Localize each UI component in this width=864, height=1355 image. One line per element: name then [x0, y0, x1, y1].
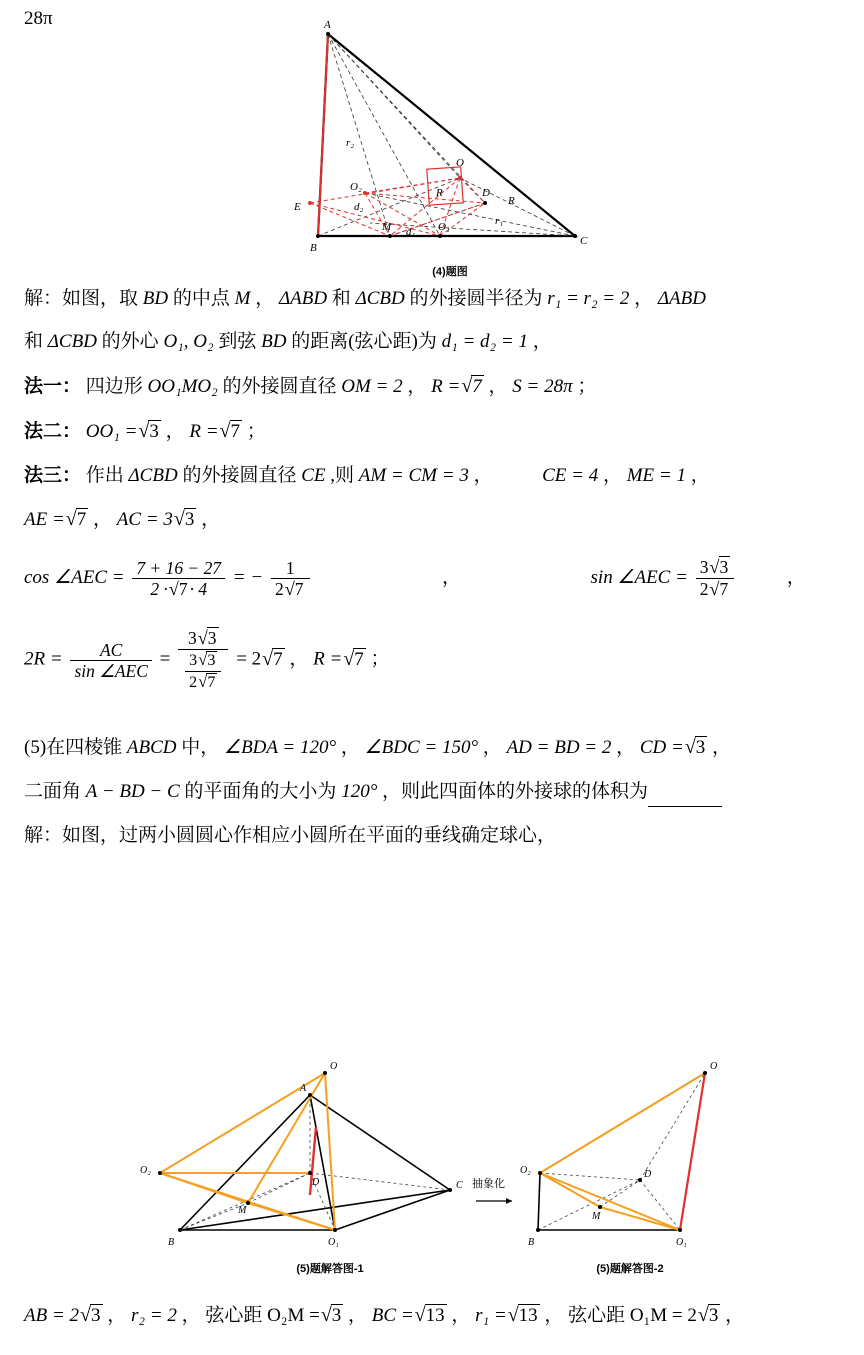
last-d1-label: 弦心距 O₁M = 2 — [568, 1305, 697, 1326]
p5-c3: ， — [616, 737, 636, 759]
sol-l1-eq: r₁ = r₂ = 2 — [547, 288, 630, 309]
ae-ac-line: AE =√7 ， AC = 3√3 ， — [24, 508, 221, 531]
p5-c4: ， — [712, 737, 732, 759]
label-M: M — [382, 221, 392, 233]
p5-q1: 二面角 — [24, 781, 82, 803]
problem-5-line-2 — [24, 777, 850, 806]
r2-end: ； — [370, 648, 390, 670]
m1-quad: OO₁MO₂ — [147, 375, 218, 397]
p5-a3: AD = BD = 2 — [506, 737, 612, 759]
last-r2: r₂ = 2 — [131, 1305, 177, 1326]
sol-l2-tri: ΔCBD — [47, 331, 97, 353]
sol-l2-text: 的外心 — [101, 331, 159, 353]
method-1-label: 法一： — [24, 375, 82, 397]
m3-ce2: CE = 4 — [542, 464, 599, 486]
label-D: D — [482, 187, 490, 199]
sol-l2-end: ， — [532, 331, 552, 353]
figure-4-svg — [250, 18, 650, 258]
r2-fraction-1 — [70, 640, 151, 681]
m3-comma: ， — [473, 464, 493, 486]
cos-num: 7 + 16 − 27 — [132, 558, 225, 579]
label-O: O — [456, 157, 464, 169]
arrow-text: 抽象化 — [472, 1178, 505, 1190]
r2-inner-fraction: $\frac{3√3}{2√7}$ — [185, 650, 221, 692]
ac-val: 3 — [184, 509, 195, 531]
r2-r: R = — [313, 648, 343, 670]
r2-eq2: = 2 — [236, 648, 262, 670]
r2-val: 7 — [273, 648, 283, 670]
cos-den-b: 7 — [178, 578, 188, 599]
m3-text2: 的外接圆直径 — [182, 464, 297, 486]
label-d1: d₁ — [406, 226, 416, 238]
fig5l-label-A: A — [300, 1083, 307, 1094]
cos-fraction: $\frac{7 + 16 - 27}{2 \cdot√7 \cdot 4}$ — [132, 558, 225, 600]
cos-r-num: 1 — [271, 558, 310, 579]
solution-line-1 — [24, 284, 850, 313]
m3-text3: ,则 — [330, 464, 354, 486]
label-d2: d₂ — [354, 201, 364, 213]
ae-val: 7 — [76, 509, 87, 531]
sin-comma: ， — [786, 567, 806, 589]
fig5r-label-D: D — [644, 1169, 652, 1180]
fig5l-label-B: B — [168, 1237, 175, 1248]
fig5l-label-D: D — [312, 1177, 320, 1188]
p5-p1: (5)在四棱锥 — [24, 737, 123, 759]
fig5l-label-M: M — [238, 1205, 247, 1216]
r2-f2-den-den-b: 7 — [207, 673, 216, 691]
p5-p2: 中， — [181, 737, 220, 759]
sol-l2-centers: O₁, O₂ — [163, 331, 214, 353]
r2-f2-den-den-a: 2 — [189, 673, 198, 691]
p5-a1: ∠BDA = 120° — [224, 737, 337, 759]
sol-l1-end: ， — [634, 288, 654, 309]
p5-abcd: ABCD — [126, 737, 177, 759]
sin-num-b: 3 — [719, 557, 729, 578]
label-B: B — [310, 242, 317, 254]
last-c6: ， — [725, 1305, 745, 1326]
fig5l-label-C: C — [456, 1180, 463, 1191]
sol-l1-tri2: ΔCBD — [355, 288, 405, 309]
method-3-line — [24, 461, 850, 490]
p5-a2: ∠BDC = 150° — [364, 737, 479, 759]
fig5r-label-O2: O₂ — [520, 1165, 531, 1176]
m1-om: OM = 2 — [341, 375, 403, 397]
fig5r-label-O1: O₁ — [676, 1237, 687, 1248]
cos-sin-line — [24, 557, 850, 600]
cos-den-c: · 4 — [189, 578, 208, 599]
m1-s: S = 28π — [512, 375, 573, 397]
m1-text: 四边形 — [85, 375, 143, 397]
label-A: A — [324, 19, 331, 31]
fig5r-label-O: O — [710, 1061, 718, 1072]
r2-rval: 7 — [354, 648, 364, 670]
p5-a4-label: CD = — [639, 737, 684, 759]
m3-end: ， — [690, 464, 710, 486]
cos-eq: = − — [232, 567, 264, 589]
label-C: C — [580, 235, 588, 247]
p5-a4-val: 3 — [695, 737, 706, 759]
p5-q3: 120° — [341, 781, 378, 803]
figure-4-diagram — [250, 18, 650, 278]
sol-l1-tri1: ΔABD — [278, 288, 328, 309]
p5-abc: A − BD − C — [85, 781, 180, 803]
method-1-line: 法一： 四边形 OO₁MO₂ 的外接圆直径 OM = 2 ， R =√7 ， S = 28π ； — [24, 374, 597, 397]
ac-label: AC = 3 — [116, 509, 173, 531]
m3-comma2: ， — [602, 464, 622, 486]
sol-l1-bd: BD — [142, 288, 169, 309]
p5-q2: 的平面角的大小为 — [184, 781, 337, 803]
solution-body — [24, 284, 850, 864]
figure-5-diagrams — [120, 1055, 760, 1285]
m3-am: AM = CM = 3 — [358, 464, 469, 486]
m1-end: ； — [577, 375, 597, 397]
last-c4: ， — [451, 1305, 471, 1326]
p5-c1: ， — [340, 737, 360, 759]
problem-5-solution-line — [24, 821, 850, 850]
m2-comma: ， — [165, 420, 185, 442]
last-d2-label: 弦心距 O₂M = — [205, 1305, 320, 1326]
m2-rval: 7 — [230, 420, 240, 442]
figure-5-arrow — [472, 1176, 512, 1204]
sol-l1-mid: 的中点 — [172, 288, 230, 309]
ac-end: ， — [201, 509, 221, 531]
sol-l2-and: 和 — [24, 331, 44, 353]
figure-5-left — [140, 1061, 463, 1248]
r2-f2-den-num-a: 3 — [189, 652, 198, 670]
m1-rval: 7 — [472, 375, 482, 397]
sin-fraction: $\frac{3√3}{2√7}$ — [696, 557, 735, 600]
sol-l2-bd: BD — [261, 331, 287, 353]
m2-val: 3 — [149, 420, 159, 442]
cos-r-den-b: 7 — [294, 578, 304, 599]
cos-label: cos ∠AEC = — [24, 567, 125, 589]
fig5l-label-O: O — [330, 1061, 338, 1072]
problem-5-line-1: (5)在四棱锥 ABCD 中， ∠BDA = 120° ， ∠BDC = 150° ， AD = BD = 2 ， CD =√3 ， — [24, 736, 732, 759]
ae-label: AE = — [24, 509, 65, 531]
label-r2: r₂ — [346, 137, 355, 149]
method-2-label: 法二： — [24, 420, 82, 442]
figure-5-caption-left: (5)题解答图-1 — [296, 1263, 364, 1275]
label-O1: O₁ — [438, 221, 450, 233]
sol-l1-prefix: 解：如图，取 — [24, 288, 139, 309]
r2-label: 2R = — [24, 648, 63, 670]
cos-den-a: 2 · — [150, 578, 168, 599]
m1-text2: 的外接圆直径 — [222, 375, 337, 397]
last-c5: ， — [544, 1305, 564, 1326]
method-2-line: 法二： OO₁ =√3 ， R =√7 ； — [24, 419, 266, 442]
cos-comma: ， — [442, 567, 462, 589]
label-O2: O₂ — [350, 181, 362, 193]
m2-end: ； — [246, 420, 266, 442]
m1-comma2: ， — [488, 375, 508, 397]
r2-f2-num-b: 3 — [207, 628, 217, 649]
cos-result-fraction: $\frac{1}{2√7}$ — [271, 558, 310, 600]
solution-line-2 — [24, 327, 850, 356]
r2-comma: ， — [289, 648, 309, 670]
last-r1-val: 13 — [518, 1305, 538, 1326]
r2-f2-den-num-b: 3 — [207, 652, 216, 670]
fig5r-label-M: M — [592, 1211, 601, 1222]
page-top-value: 28π — [24, 8, 53, 29]
sol-l1-tail: ΔABD — [657, 288, 706, 309]
fig5r-label-B: B — [528, 1237, 535, 1248]
last-bc-label: BC = — [371, 1305, 414, 1326]
figure-5-svg — [120, 1055, 760, 1255]
label-E: E — [294, 201, 301, 213]
p5-sol: 解：如图，过两小圆圆心作相应小圆所在平面的垂线确定球心， — [24, 824, 557, 846]
label-R-left: R — [436, 187, 443, 199]
m2-oo1: OO₁ = — [85, 420, 138, 442]
figure-5-caption-right: (5)题解答图-2 — [596, 1263, 664, 1275]
last-ab-val: 3 — [91, 1305, 101, 1326]
m3-tri: ΔCBD — [128, 464, 178, 486]
r2-f1-den: sin ∠AEC — [74, 660, 148, 681]
r2-f1-num: AC — [70, 640, 151, 661]
last-c2: ， — [181, 1305, 201, 1326]
last-d2-val: 3 — [331, 1305, 342, 1326]
m1-r: R = — [431, 375, 461, 397]
sin-label: sin ∠AEC = — [590, 567, 688, 589]
fig5l-label-O1: O₁ — [328, 1237, 339, 1248]
m3-ce: CE — [301, 464, 326, 486]
r2-eq1: = — [159, 648, 171, 670]
p5-c2: ， — [482, 737, 502, 759]
sol-l2-eq: d₁ = d₂ = 1 — [441, 331, 528, 353]
final-values-line: AB = 2√3 ， r₂ = 2 ， 弦心距 O₂M =√3 ， BC =√13 ， r₁ =√13 ， 弦心距 O₁M = 2√3 ， — [24, 1304, 745, 1326]
m1-comma: ， — [407, 375, 427, 397]
method-3-label: 法三： — [24, 464, 82, 486]
p5-q4: ，则此四面体的外接球的体积为 — [382, 781, 649, 803]
cos-r-den-a: 2 — [274, 578, 284, 599]
sin-den-b: 7 — [719, 579, 729, 600]
m3-me: ME = 1 — [626, 464, 686, 486]
sol-l2-text3: 的距离(弦心距)为 — [291, 331, 437, 353]
2r-line: 2R = $\frac{AC}{\text{sin ∠AEC}}$ = $\frac{3√3}{\frac{3√3}{2√7}}$ = 2√7 ， R =√7 ； — [24, 628, 390, 691]
last-c1: ， — [107, 1305, 127, 1326]
sol-l1-and: 和 — [331, 288, 351, 309]
sol-l1-m: M — [234, 288, 251, 309]
last-bc-val: 13 — [425, 1305, 445, 1326]
label-r1: r₁ — [495, 215, 504, 227]
sol-l2-text2: 到弦 — [218, 331, 257, 353]
answer-blank[interactable] — [648, 788, 722, 807]
figure-5-right — [520, 1061, 717, 1248]
m3-text: 作出 — [85, 464, 124, 486]
last-r1-label: r₁ = — [475, 1305, 507, 1326]
sin-num-a: 3 — [699, 557, 709, 578]
figure-4-caption: (4)题图 — [432, 266, 468, 278]
last-d1-val: 3 — [708, 1305, 719, 1326]
sin-den-a: 2 — [699, 579, 709, 600]
sol-l1-comma: ， — [255, 288, 275, 309]
m2-r: R = — [189, 420, 219, 442]
ae-comma: ， — [93, 509, 113, 531]
r2-f2-num-a: 3 — [187, 628, 197, 649]
fig5l-label-O2: O₂ — [140, 1165, 151, 1176]
label-R-right: R — [508, 195, 515, 207]
last-c3: ， — [348, 1305, 368, 1326]
sol-l1-text2: 的外接圆半径为 — [409, 288, 543, 309]
last-ab-label: AB = 2 — [24, 1305, 80, 1326]
r2-fraction-2: $\frac{3√3}{\frac{3√3}{2√7}}$ — [178, 628, 228, 692]
